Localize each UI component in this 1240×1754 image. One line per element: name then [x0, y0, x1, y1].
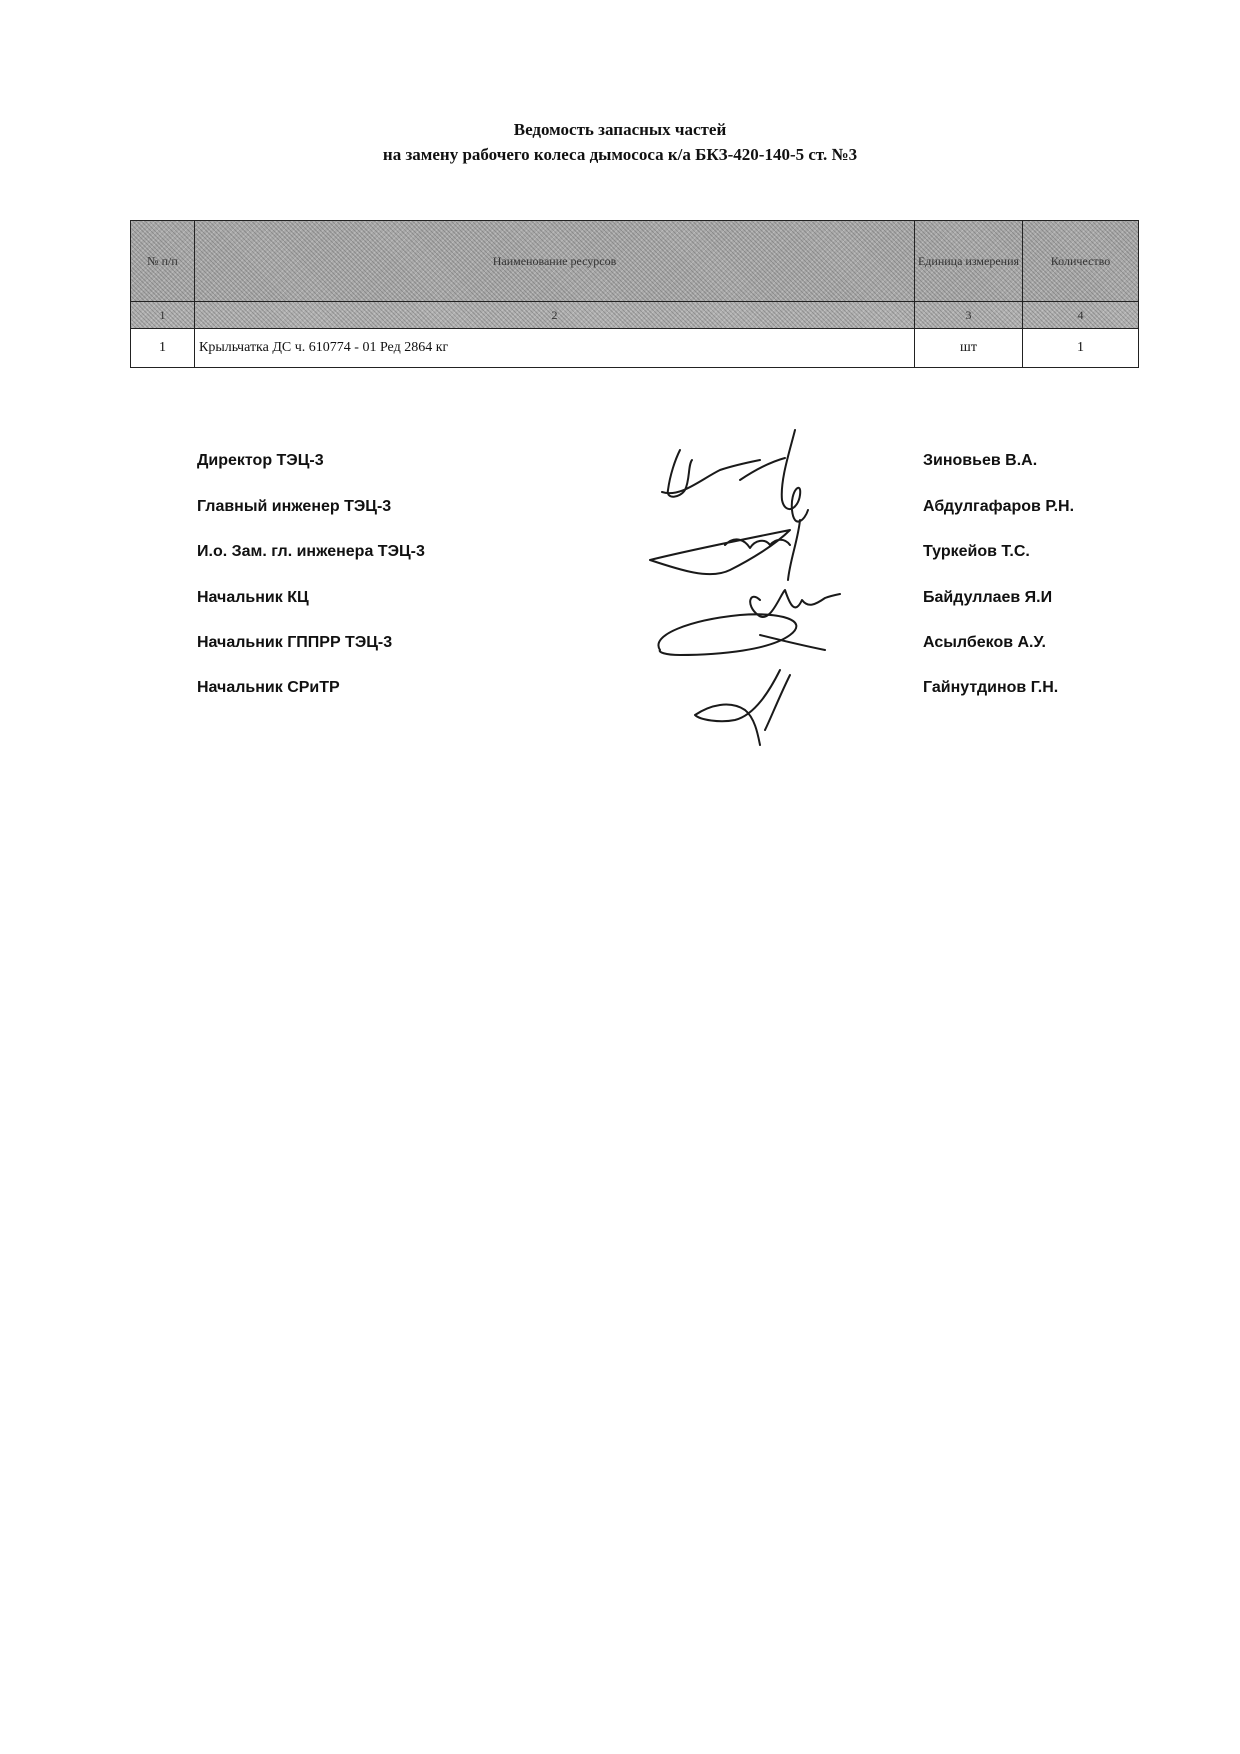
header-number: № п/п	[131, 221, 195, 302]
header-resource-name: Наименование ресурсов	[195, 221, 915, 302]
signature-5	[658, 614, 825, 655]
signatory-name: Туркейов Т.С.	[923, 543, 1030, 560]
header-quantity: Количество	[1023, 221, 1139, 302]
signature-6	[695, 670, 790, 745]
signatory-position: И.о. Зам. гл. инженера ТЭЦ-3	[197, 543, 425, 560]
document-title: Ведомость запасных частей	[513, 120, 727, 139]
spare-parts-table	[130, 220, 1139, 368]
column-number: 4	[1023, 302, 1139, 329]
table-column-number-row	[131, 302, 1139, 329]
signatory-name: Гайнутдинов Г.Н.	[923, 679, 1059, 696]
column-number: 2	[195, 302, 915, 329]
row-number: 1	[131, 329, 195, 368]
signatory-position: Начальник КЦ	[197, 589, 309, 606]
handwritten-signatures	[640, 420, 930, 760]
row-quantity: 1	[1023, 329, 1139, 368]
signatory-position: Главный инженер ТЭЦ-3	[197, 498, 392, 515]
column-number: 3	[915, 302, 1023, 329]
signatory-name: Зиновьев В.А.	[923, 452, 1038, 469]
row-resource-name: Крыльчатка ДС ч. 610774 - 01 Ред 2864 кг	[195, 329, 915, 368]
signatory-position: Начальник ГППРР ТЭЦ-3	[197, 634, 393, 651]
signatory-name: Абдулгафаров Р.Н.	[923, 498, 1075, 515]
signatory-name: Асылбеков А.У.	[923, 634, 1046, 651]
header-unit: Единица измерения	[915, 221, 1023, 302]
row-unit: шт	[915, 329, 1023, 368]
signatory-name: Байдуллаев Я.И	[923, 589, 1053, 606]
column-number: 1	[131, 302, 195, 329]
signatory-position: Начальник СРиТР	[197, 679, 340, 696]
table-header-row	[131, 221, 1139, 302]
signature-3	[650, 530, 790, 574]
signatory-position: Директор ТЭЦ-3	[197, 452, 324, 469]
signature-2	[782, 430, 808, 580]
signature-4	[750, 590, 840, 617]
table-row	[131, 329, 1139, 368]
document-subtitle: на замену рабочего колеса дымососа к/а БКЗ-420-140-5 ст. №3	[382, 145, 858, 164]
signature-1	[662, 450, 785, 497]
